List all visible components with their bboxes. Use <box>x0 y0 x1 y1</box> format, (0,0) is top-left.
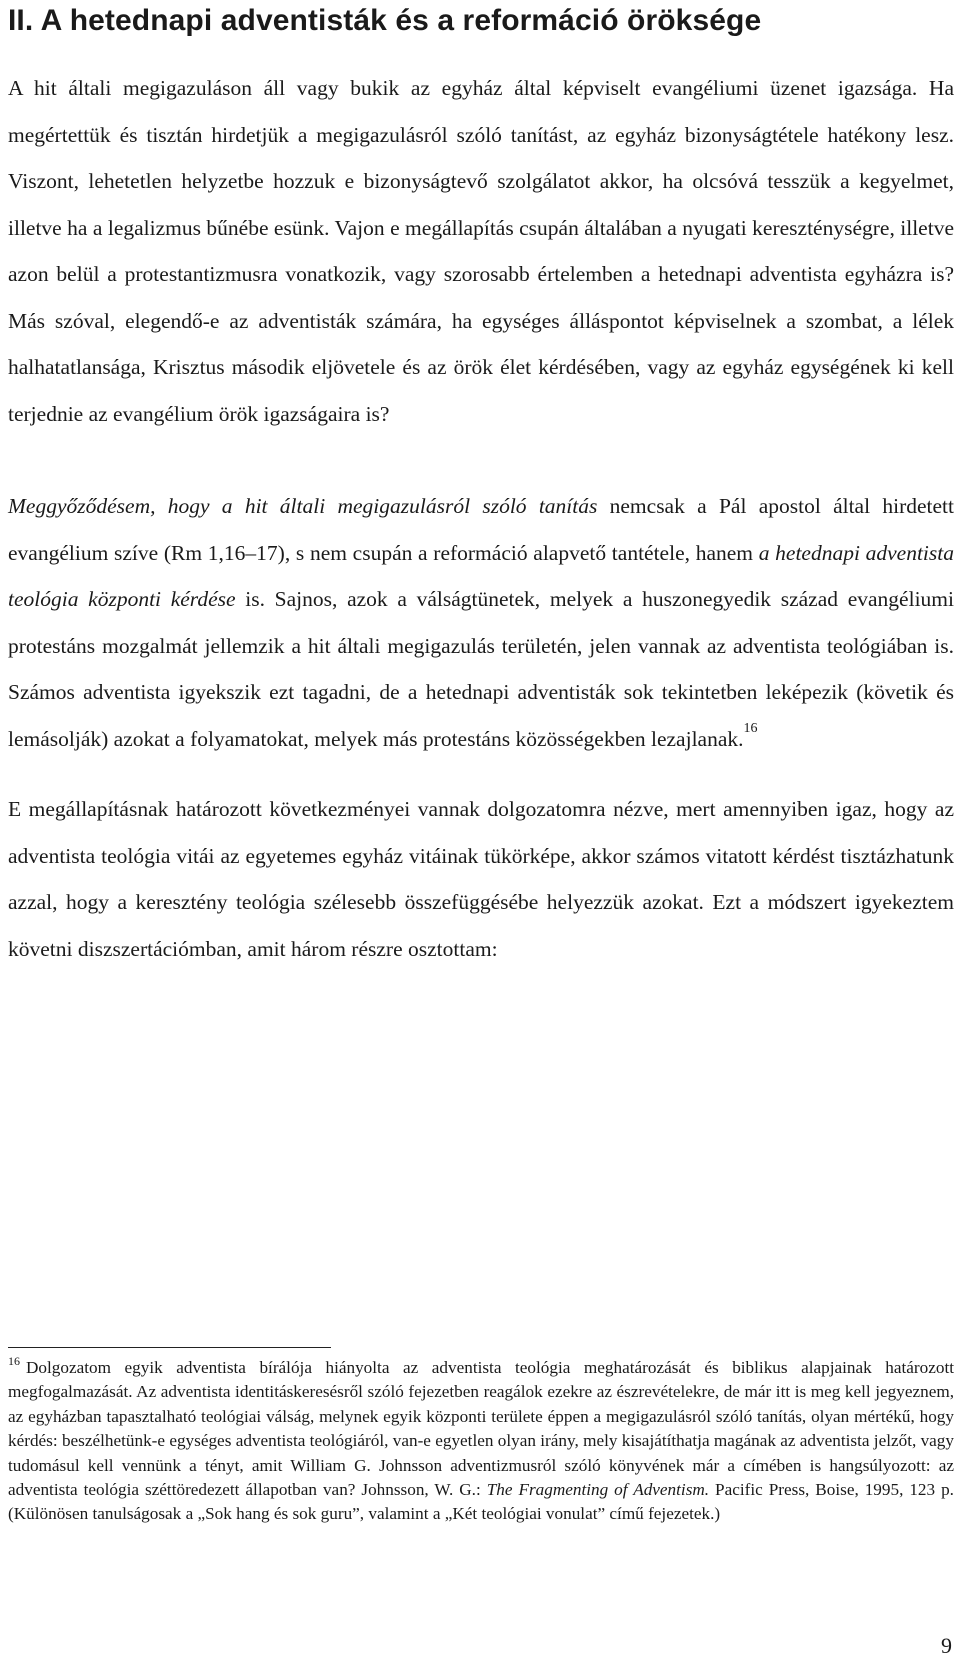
footnote-text-1: Dolgozatom egyik adventista bírálója hiányolta az adventista teológia meghatározását és biblikus alapjainak határozott megfogalmazását. Az adventista identitáskeresésről szóló fejezetben reagálok ezekre az észrevételekre, de már itt is meg kell jegyeznem, az egyházban tapasztalható teológiai válság, melynek egyik központi területe éppen a megigazulásról szóló tanítás, olyan mértékű, hogy kérdés: beszélhetünk-e egységes adventista teológiáról, van-e egyetlen olyan irány, mely kisajátíthatja magának az adventista jelzőt, vagy tudomásul kell vennünk a tényt, amit William G. Johnsson adventizmusról szóló könyvének már a címében is hangsúlyozott: az adventista teológia széttöredezett állapotban van? Johnsson, W. G.: <box>8 1358 954 1500</box>
paragraph-1: A hit általi megigazuláson áll vagy bukik az egyház által képviselt evangéliumi üzenet igazsága. Ha megértettük és tisztán hirdetjük a megigazulásról szóló tanítást, az egyház bizonyságtétele hatékony lesz. Viszont, lehetetlen helyzetbe hozzuk e bizonyságtevő szolgálatot akkor, ha olcsóvá tesszük a kegyelmet, illetve ha a legalizmus bűnébe esünk. Vajon e megállapítás csupán általában a nyugati kereszténységre, illetve azon belül a protestantizmusra vonatkozik, vagy szorosabb értelemben a hetednapi adventista egyházra is? Más szóval, elegendő-e az adventisták számára, ha egységes álláspontot képviselnek a szombat, a lélek halhatatlansága, Krisztus második eljövetele és az örök élet kérdésében, vagy az egyház egységének ki kell terjednie az evangélium örök igazságaira is? <box>8 76 954 426</box>
paragraph-3: E megállapításnak határozott következményei vannak dolgozatomra nézve, mert amennyiben igaz, hogy az adventista teológia vitái az egyetemes egyház vitáinak tükörképe, akkor számos vitatott kérdést tisztázhatunk azzal, hogy a keresztény teológia szélesebb összefüggésébe helyezzük azokat. Ezt a módszert igyekeztem követni diszszertációmban, amit három részre osztottam: <box>8 797 954 961</box>
chapter-heading: II. A hetednapi adventisták és a reformáció öröksége <box>8 4 762 37</box>
page-number: 9 <box>941 1633 952 1658</box>
emphasis-thesis: Meggyőződésem, hogy a hit általi megigazulásról szóló tanítás <box>8 494 598 518</box>
paragraph-2-text-2: is. Sajnos, azok a válságtünetek, melyek a huszonegyedik század evangéliumi protestáns mozgalmát jellemzik a hit általi megigazulás területén, jelen vannak az adventista teológiában is. Számos adventista igyekszik ezt tagadni, de a hetednapi adventisták sok tekintetben leképezik (követik és lemásolják) azokat a folyamatokat, melyek más protestáns közösségekben lezajlanak. <box>8 587 954 751</box>
footnote-text-2: Pacific Press, Boise, 1995, 123 p. (Különösen tanulságosak a „Sok hang és sok guru”, valamint a „Két teológiai vonulat” című fejezetek.) <box>8 1480 954 1524</box>
emphasis-central-question: a hetednapi adventista teológia központi kérdése <box>8 540 954 611</box>
document-page <box>8 0 954 972</box>
paragraph-2-text-1: nemcsak a Pál apostol által hirdetett evangélium szíve (Rm 1,16–17), s nem csupán a reformáció alapvető tantétele, hanem <box>8 494 954 565</box>
footnote-number: 16 <box>8 1354 20 1368</box>
footnote-reference[interactable]: 16 <box>743 720 758 736</box>
footnote-book-title: The Fragmenting of Adventism. <box>486 1480 710 1500</box>
footnote-16 <box>8 1356 954 1527</box>
paragraph-2 <box>8 483 954 762</box>
footnote-separator <box>8 1347 331 1348</box>
